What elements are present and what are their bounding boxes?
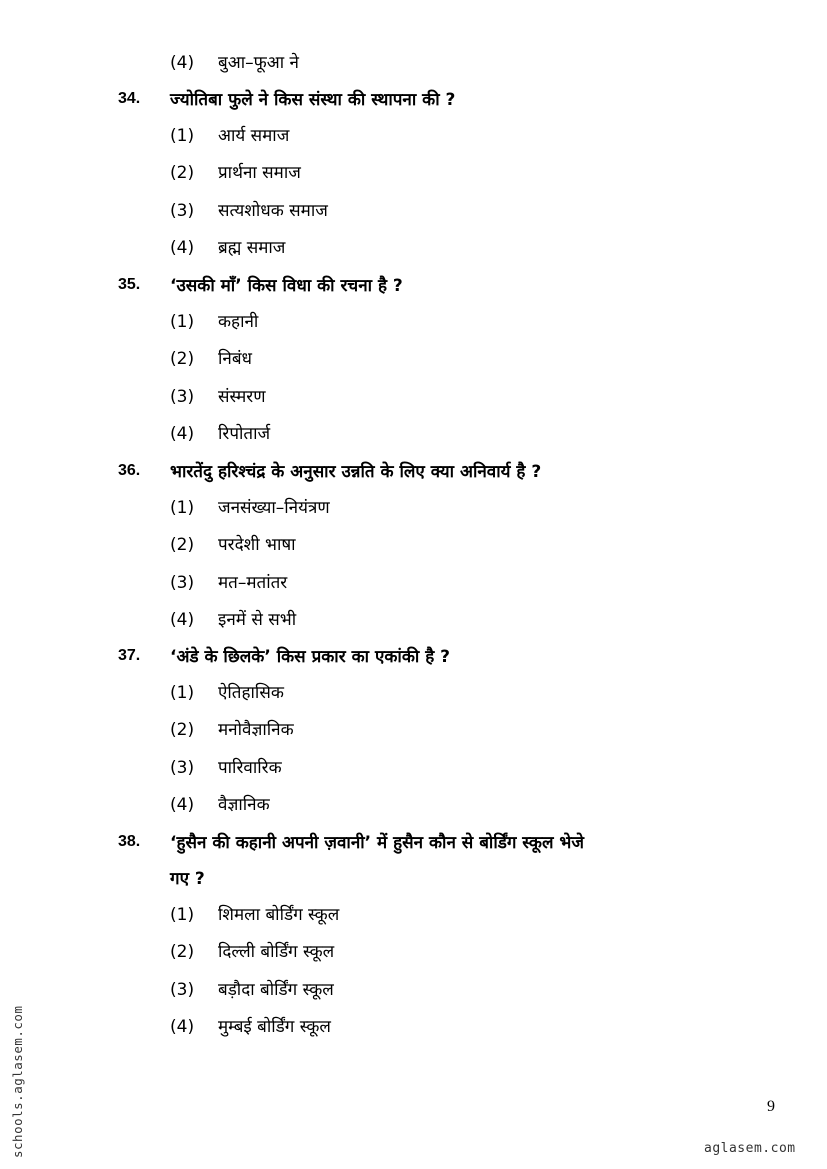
option-item <box>170 750 718 787</box>
option-number: (4) <box>170 237 195 258</box>
option-number: (2) <box>170 535 195 556</box>
question-text <box>170 454 718 490</box>
footer-watermark: aglasem.com <box>704 1141 796 1156</box>
option-text: सत्यशोधक समाज <box>218 200 328 221</box>
option-text: आर्य समाज <box>218 126 290 146</box>
option-text: संस्मरण <box>218 386 266 407</box>
question-number: 36. <box>118 462 141 479</box>
question-38 <box>118 825 718 1046</box>
option-text: प्रार्थना समाज <box>218 163 301 184</box>
option-number: (1) <box>170 905 195 925</box>
option-text: मुम्बई बोर्डिंग स्कूल <box>218 1016 331 1037</box>
option-number: (2) <box>170 942 195 963</box>
option-number: (4) <box>170 609 195 630</box>
question-line: गए ? <box>170 869 205 889</box>
question-number: 38. <box>118 833 141 850</box>
option-text: निबंध <box>218 349 252 370</box>
option-item <box>170 602 718 639</box>
option-item <box>170 972 718 1009</box>
option-number: (2) <box>170 163 195 184</box>
option-number: (1) <box>170 683 195 703</box>
option-text: शिमला बोर्डिंग स्कूल <box>218 905 340 925</box>
question-34 <box>118 82 718 267</box>
option-text: कहानी <box>218 312 259 332</box>
options-list <box>170 490 718 639</box>
options-list <box>170 675 718 824</box>
options-list <box>170 304 718 453</box>
option-number: (3) <box>170 572 195 593</box>
option-number: (3) <box>170 757 195 778</box>
option-item <box>170 490 718 527</box>
option-number: (3) <box>170 386 195 407</box>
question-37 <box>118 639 718 824</box>
option-item <box>170 230 718 267</box>
option-item <box>170 675 718 712</box>
question-number: 35. <box>118 276 141 293</box>
question-35 <box>118 268 718 453</box>
option-text: मनोवैज्ञानिक <box>218 720 294 741</box>
question-text <box>170 268 718 304</box>
option-text: दिल्ली बोर्डिंग स्कूल <box>218 942 335 963</box>
question-36 <box>118 454 718 639</box>
option-item <box>170 897 718 934</box>
option-text: पारिवारिक <box>218 757 282 778</box>
question-line: ‘अंडे के छिलके’ किस प्रकार का एकांकी है ? <box>170 647 451 667</box>
option-item <box>170 379 718 416</box>
option-item <box>170 934 718 971</box>
question-line: भारतेंदु हरिश्चंद्र के अनुसार उन्नति के लिए क्या अनिवार्य है ? <box>170 462 542 482</box>
option-number: (2) <box>170 720 195 741</box>
option-item <box>170 1009 718 1046</box>
side-watermark: schools.aglasem.com <box>10 1005 25 1158</box>
option-text: रिपोतार्ज <box>218 423 271 444</box>
question-text <box>170 825 718 897</box>
options-list <box>170 897 718 1046</box>
option-number: (4) <box>170 423 195 444</box>
option-item <box>170 565 718 602</box>
option-text: बुआ–फूआ ने <box>218 53 299 73</box>
option-number: (2) <box>170 349 195 370</box>
option-item <box>170 712 718 749</box>
option-item <box>170 416 718 453</box>
option-text: इनमें से सभी <box>218 609 297 630</box>
question-text <box>170 82 718 118</box>
option-item <box>170 304 718 341</box>
option-text: जनसंख्या–नियंत्रण <box>218 498 330 518</box>
option-number: (3) <box>170 979 195 1000</box>
question-number: 37. <box>118 647 141 664</box>
option-number: (1) <box>170 498 195 518</box>
option-text: ऐतिहासिक <box>218 683 284 703</box>
option-text: बड़ौदा बोर्डिंग स्कूल <box>218 979 334 1000</box>
question-text <box>170 639 718 675</box>
page-number: 9 <box>767 1098 775 1115</box>
question-number: 34. <box>118 90 141 107</box>
option-text: मत–मतांतर <box>218 572 288 593</box>
option-item <box>170 787 718 824</box>
option-number: (4) <box>170 794 195 815</box>
option-item <box>170 527 718 564</box>
option-text: वैज्ञानिक <box>218 794 270 815</box>
question-line: ज्योतिबा फुले ने किस संस्था की स्थापना की ? <box>170 90 456 110</box>
option-text: परदेशी भाषा <box>218 535 296 556</box>
option-number: (4) <box>170 53 195 73</box>
option-number: (4) <box>170 1016 195 1037</box>
options-list <box>170 118 718 267</box>
option-item <box>170 193 718 230</box>
option-number: (1) <box>170 312 195 332</box>
carry-over-option <box>170 50 299 73</box>
option-item <box>170 341 718 378</box>
option-item <box>170 155 718 192</box>
question-line: ‘उसकी माँ’ किस विधा की रचना है ? <box>170 276 403 296</box>
option-item <box>170 118 718 155</box>
option-text: ब्रह्म समाज <box>218 237 286 258</box>
option-number: (1) <box>170 126 195 146</box>
question-line: ‘हुसैन की कहानी अपनी ज़वानी’ में हुसैन कौन से बोर्डिंग स्कूल भेजे <box>170 833 584 853</box>
option-number: (3) <box>170 200 195 221</box>
